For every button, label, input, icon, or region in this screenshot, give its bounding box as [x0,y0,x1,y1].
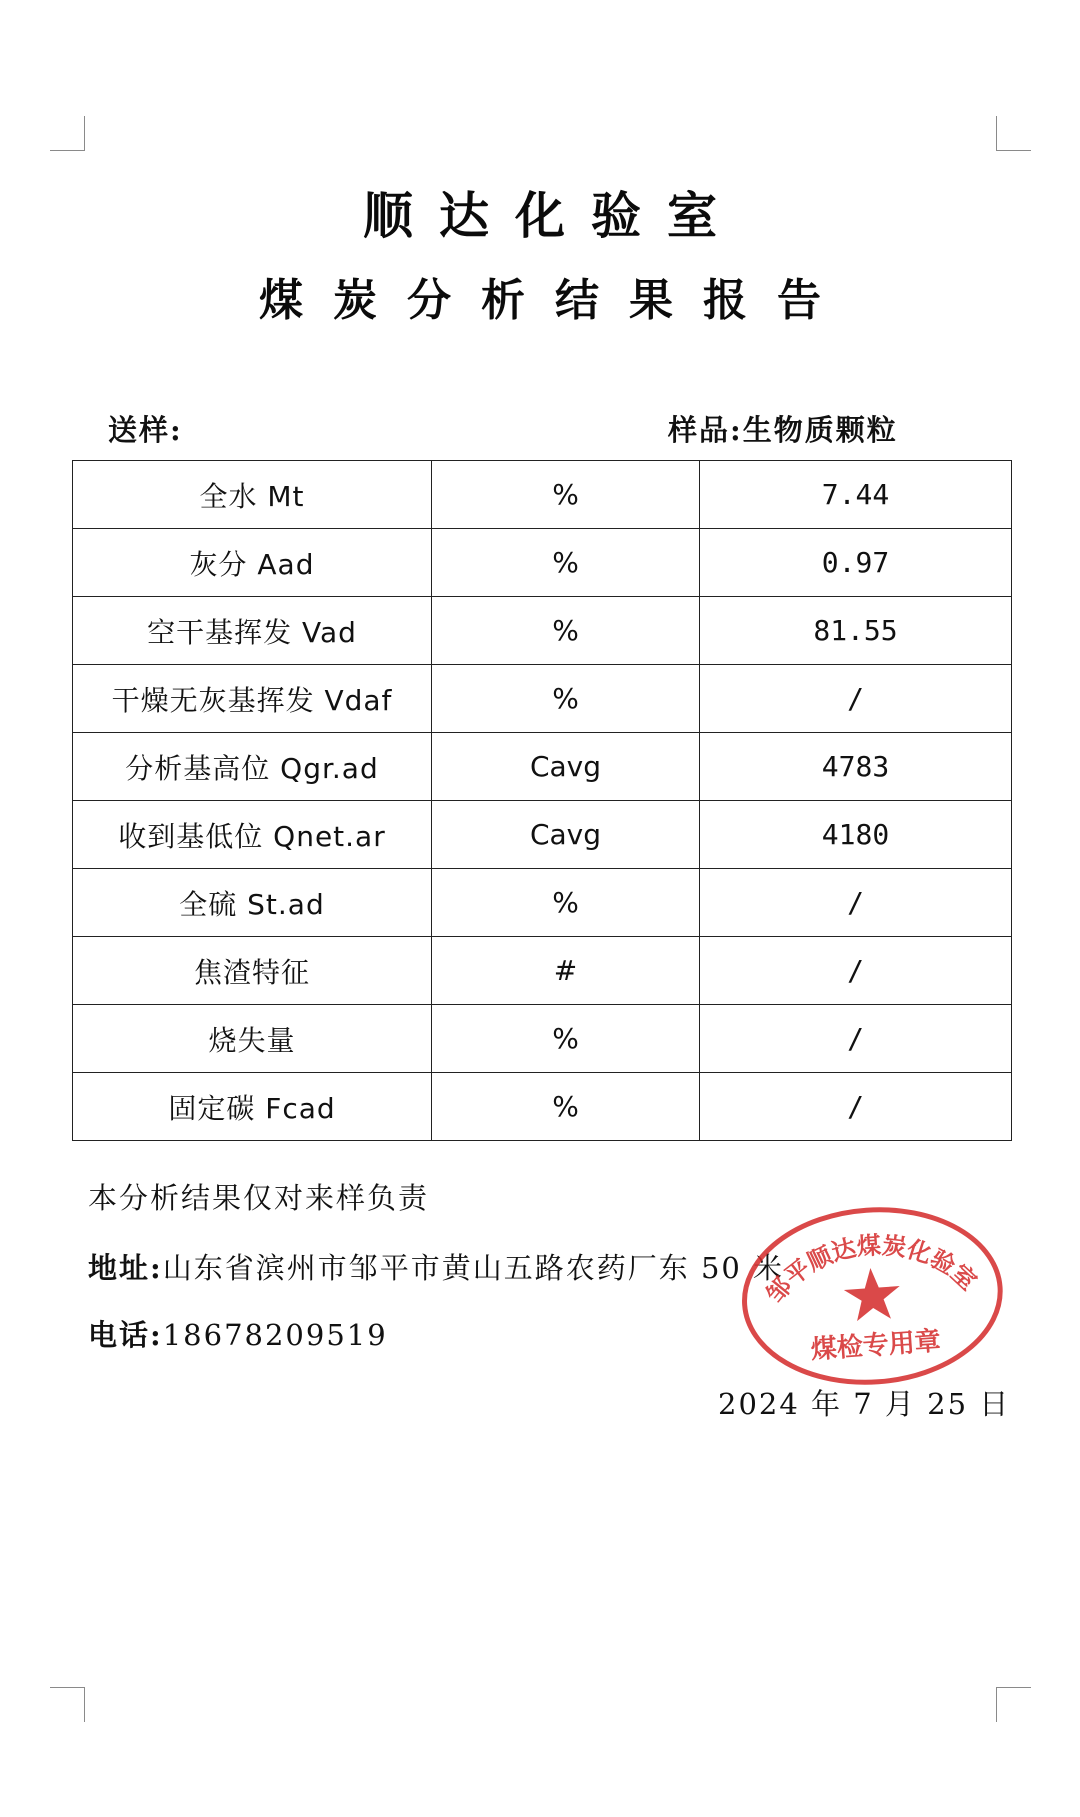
item-cell: 空干基挥发 Vad [73,597,432,665]
value-cell: 81.55 [700,597,1012,665]
value-cell: / [700,937,1012,1005]
seal-star-icon [842,1266,901,1322]
item-cell: 收到基低位 Qnet.ar [73,801,432,869]
table-row [73,937,1012,1005]
unit-cell: % [432,597,700,665]
official-seal-stamp [732,1187,1013,1395]
analysis-results-table [72,460,1012,1141]
crop-mark-bottom-left [50,1687,85,1722]
value-cell: 7.44 [700,461,1012,529]
table-row [73,461,1012,529]
phone-value: 18678209519 [162,1318,388,1352]
phone-label: 电话: [88,1318,163,1352]
lab-name-heading: 顺达化验室 [363,186,743,245]
address-value: 山东省滨州市邹平市黄山五路农药厂东 50 米 [162,1251,785,1285]
unit-cell: % [432,869,700,937]
value-cell: / [700,665,1012,733]
value-cell: / [700,1073,1012,1141]
unit-cell: % [432,1005,700,1073]
report-title-heading: 煤炭分析结果报告 [259,275,851,326]
crop-mark-bottom-right [996,1687,1031,1722]
crop-mark-top-right [996,116,1031,151]
unit-cell: % [432,665,700,733]
item-cell: 分析基高位 Qgr.ad [73,733,432,801]
table-row [73,733,1012,801]
item-cell: 灰分 Aad [73,529,432,597]
item-cell: 全水 Mt [73,461,432,529]
table-row [73,801,1012,869]
table-row [73,665,1012,733]
table-row [73,529,1012,597]
value-cell: 4180 [700,801,1012,869]
unit-cell: % [432,461,700,529]
unit-cell: % [432,529,700,597]
address-label: 地址: [88,1251,163,1285]
sender-label: 送样: [108,413,183,447]
seal-center-text: 煤检专用章 [809,1326,942,1366]
unit-cell: Cavg [432,733,700,801]
address-line [88,1246,784,1287]
phone-line [88,1313,388,1354]
table-row [73,869,1012,937]
value-cell: / [700,1005,1012,1073]
item-cell: 干燥无灰基挥发 Vdaf [73,665,432,733]
table-row [73,597,1012,665]
item-cell: 焦渣特征 [73,937,432,1005]
unit-cell: Cavg [432,801,700,869]
item-cell: 固定碳 Fcad [73,1073,432,1141]
value-cell: 4783 [700,733,1012,801]
unit-cell: # [432,937,700,1005]
item-cell: 全硫 St.ad [73,869,432,937]
unit-cell: % [432,1073,700,1141]
table-row [73,1005,1012,1073]
value-cell: / [700,869,1012,937]
item-cell: 烧失量 [73,1005,432,1073]
sample-label: 样品:生物质颗粒 [668,413,898,447]
table-row [73,1073,1012,1141]
report-date: 2024 年 7 月 25 日 [718,1387,1011,1421]
disclaimer-text: 本分析结果仅对来样负责 [88,1181,430,1215]
seal-ring-text-path: 邹平顺达煤炭化验室 [760,1230,983,1309]
crop-mark-top-left [50,116,85,151]
value-cell: 0.97 [700,529,1012,597]
